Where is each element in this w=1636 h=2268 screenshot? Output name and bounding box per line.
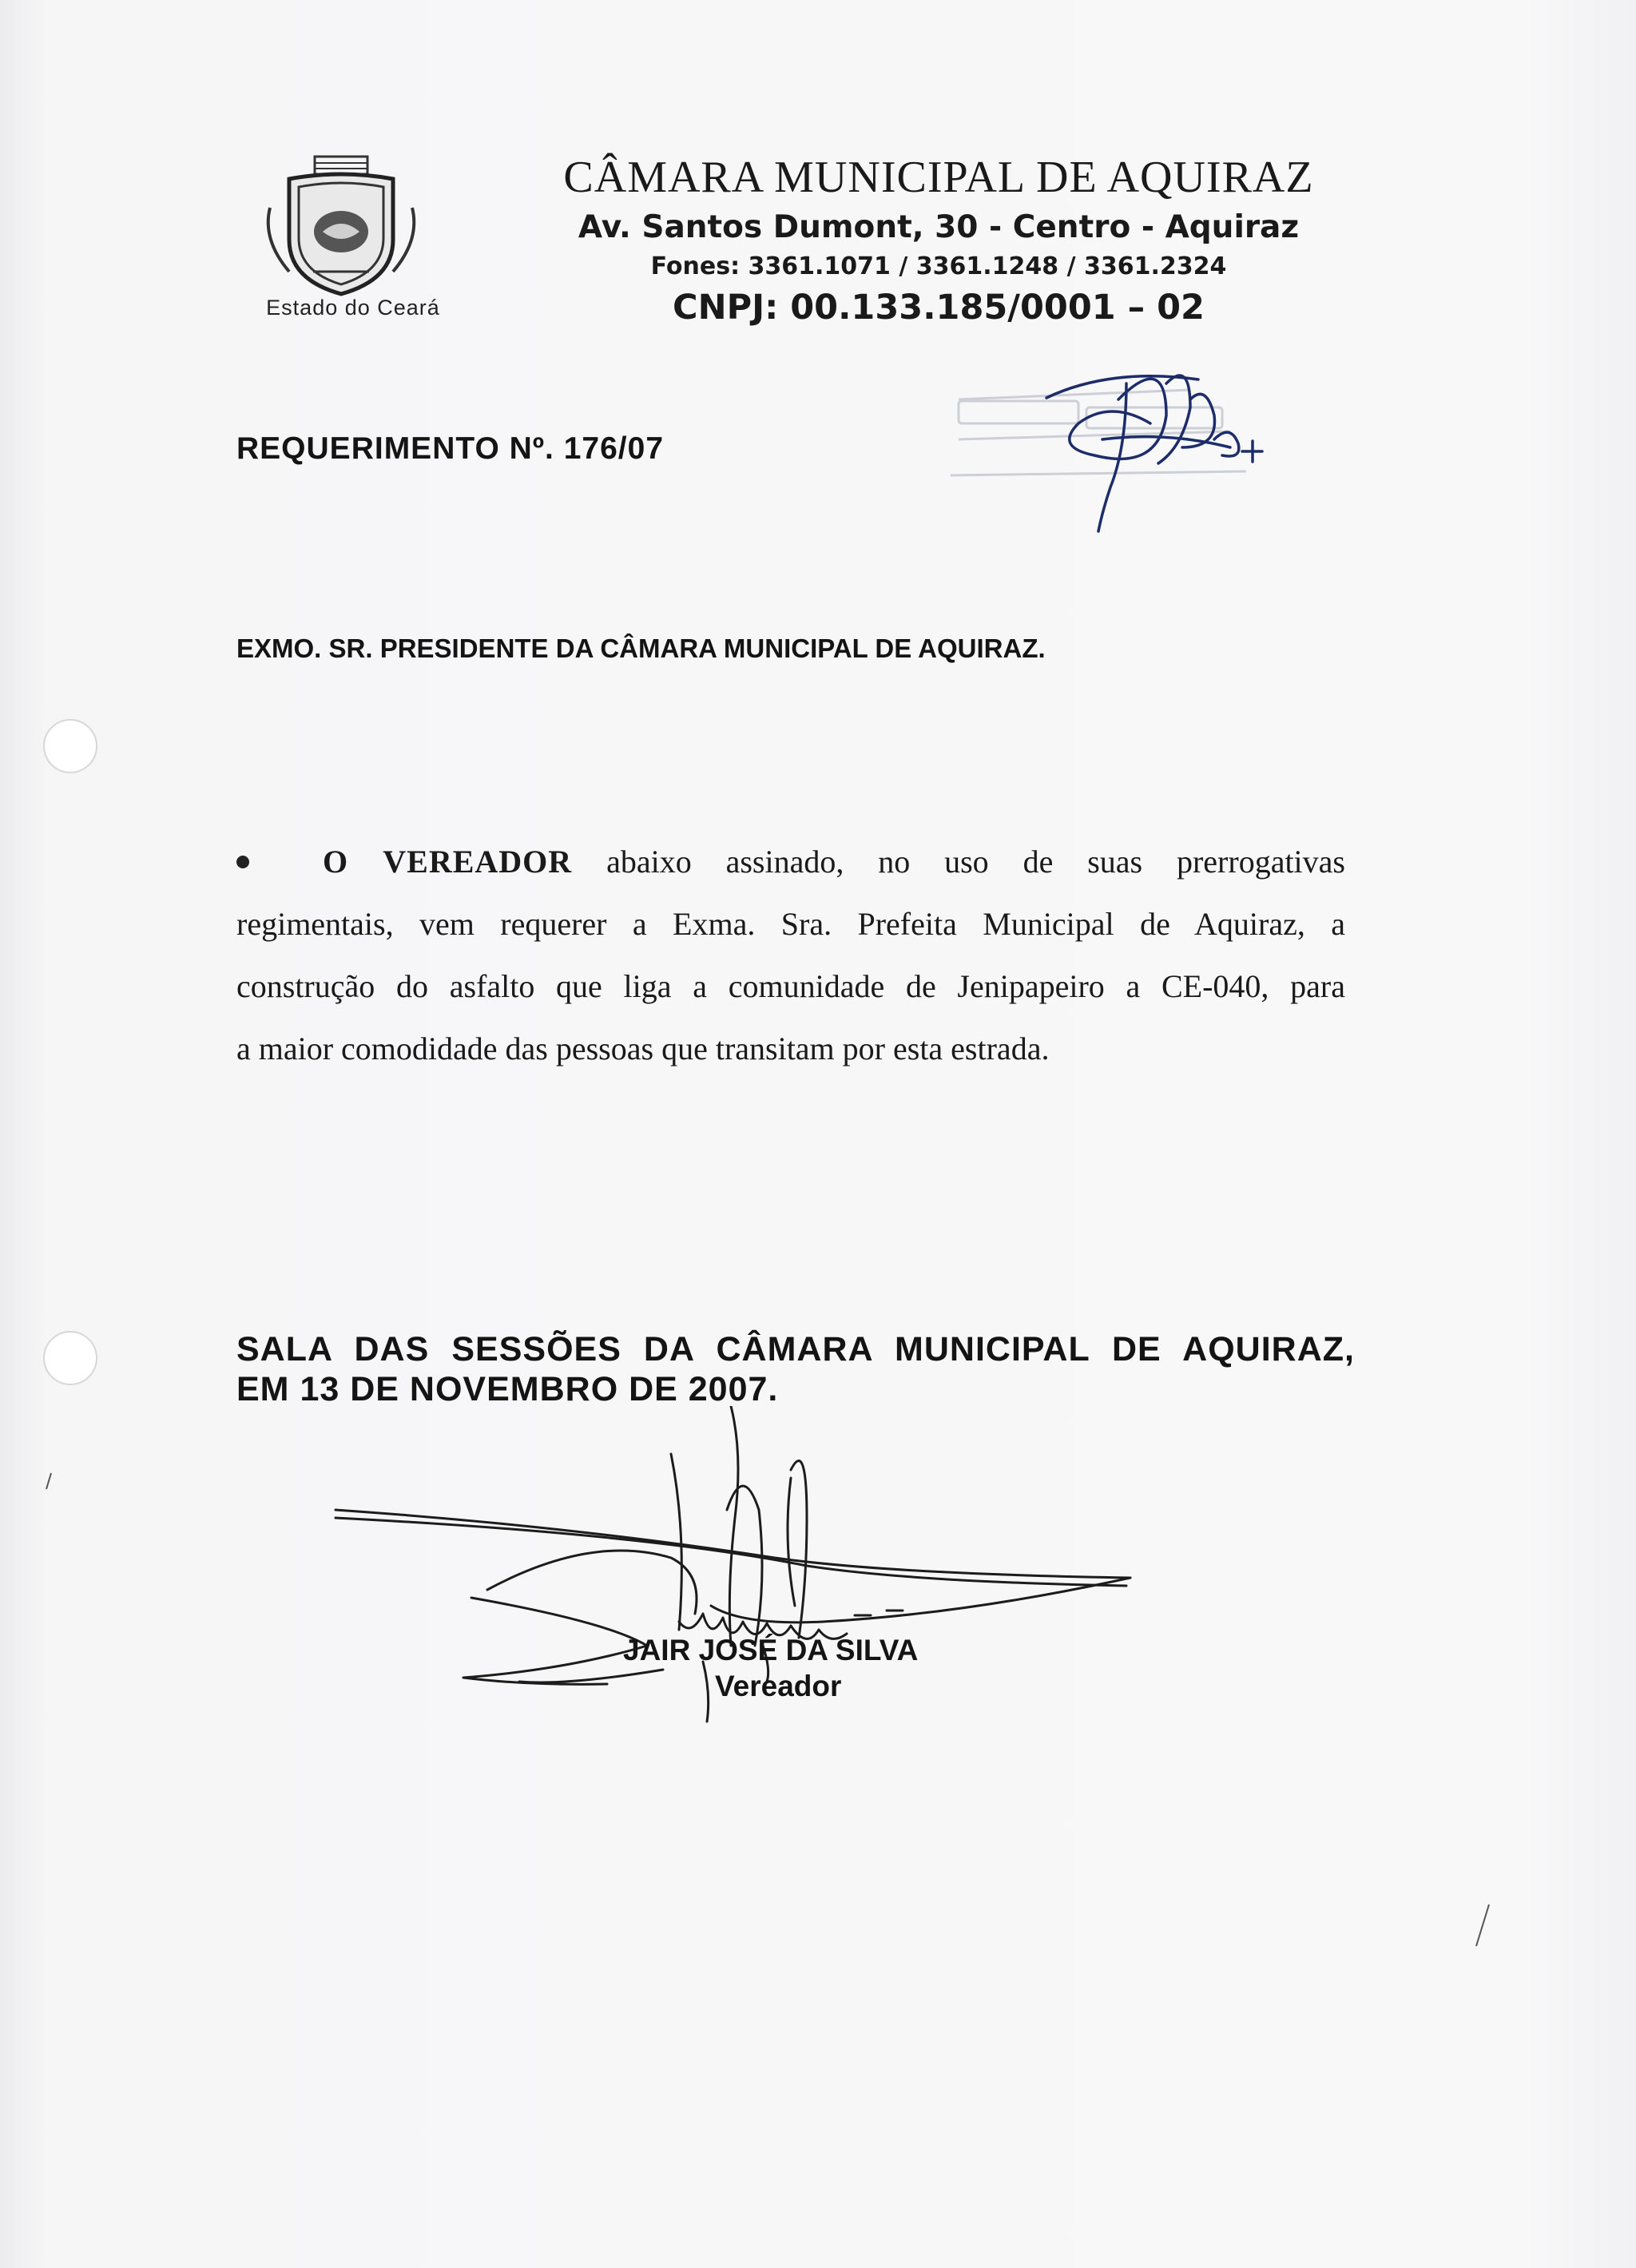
lead-strong: O VEREADOR [323, 844, 573, 880]
body-line-1: abaixo assinado, no uso de suas prerrogativas [572, 844, 1345, 880]
signer-role: Vereador [715, 1670, 842, 1702]
scan-mark [40, 1470, 56, 1494]
institution-address: Av. Santos Dumont, 30 - Centro - Aquiraz [578, 209, 1300, 245]
stamp-icon [927, 352, 1270, 543]
institution-cnpj: CNPJ: 00.133.185/0001 – 02 [673, 288, 1205, 328]
coat-of-arms-icon [257, 152, 425, 304]
closing-place: SALA DAS SESSÕES DA CÂMARA MUNICIPAL DE AQUIRAZ, [236, 1330, 1355, 1368]
request-body [236, 831, 1345, 1080]
closing-date: EM 13 DE NOVEMBRO DE 2007. [236, 1370, 779, 1408]
signer-name: JAIR JOSÉ DA SILVA [623, 1634, 919, 1666]
body-line-2: regimentais, vem requerer a Exma. Sra. Prefeita Municipal de Aquiraz, a [236, 906, 1345, 942]
institution-phones: Fones: 3361.1071 / 3361.1248 / 3361.2324 [650, 252, 1227, 280]
salutation: EXMO. SR. PRESIDENTE DA CÂMARA MUNICIPAL DE AQUIRAZ. [236, 634, 1046, 663]
estado-label: Estado do Ceará [266, 296, 440, 320]
body-line [236, 831, 1345, 893]
institution-title: CÂMARA MUNICIPAL DE AQUIRAZ [563, 153, 1314, 202]
punch-hole [43, 1331, 97, 1385]
scan-mark [1470, 1901, 1494, 1949]
bullet-icon [236, 856, 249, 868]
body-line-3: construção do asfalto que liga a comunidade de Jenipapeiro a CE-040, para [236, 968, 1345, 1004]
punch-hole [43, 719, 97, 773]
body-line-4: a maior comodidade das pessoas que transitam por esta estrada. [236, 1031, 1050, 1066]
document-number: REQUERIMENTO Nº. 176/07 [236, 431, 665, 466]
